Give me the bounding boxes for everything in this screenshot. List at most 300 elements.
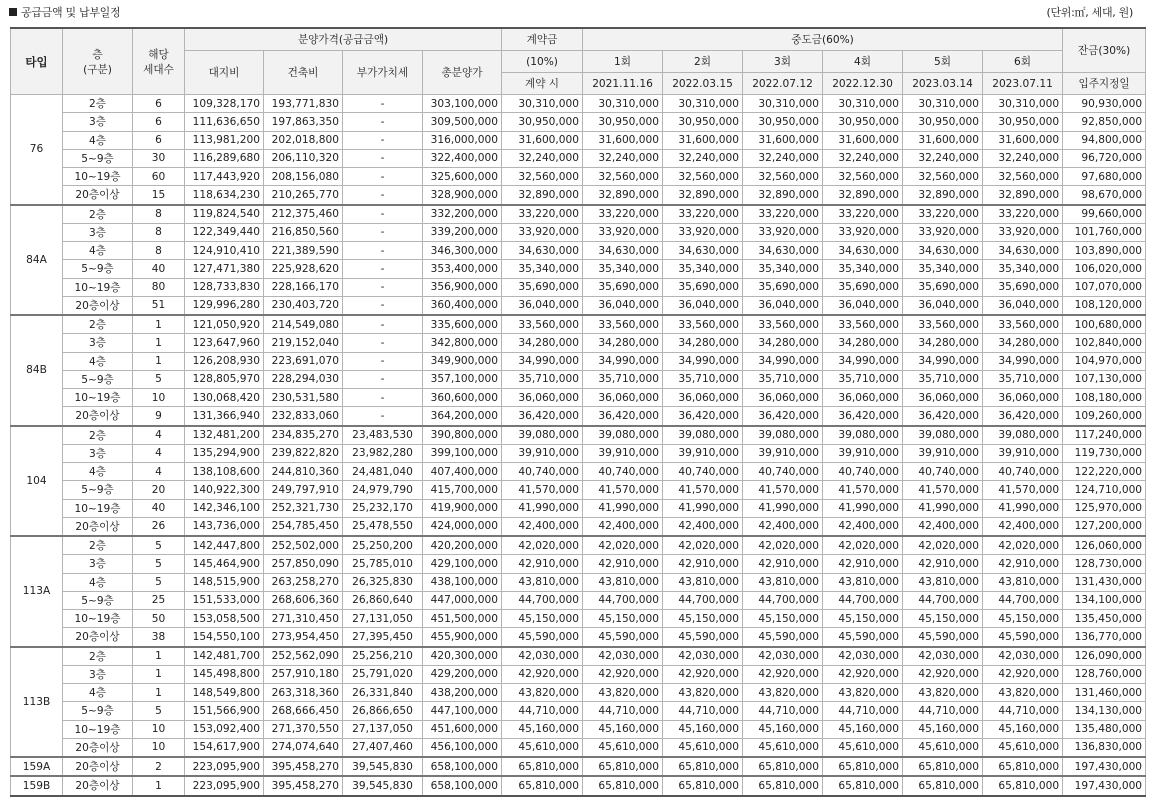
middle-payment-cell: 32,240,000 xyxy=(823,149,903,167)
col-deposit-when: 계약 시 xyxy=(502,73,583,95)
table-title xyxy=(9,4,120,20)
middle-payment-cell: 41,990,000 xyxy=(743,499,823,517)
middle-payment-cell: 43,810,000 xyxy=(743,573,823,591)
middle-payment-cell: 45,590,000 xyxy=(903,628,983,647)
middle-payment-cell: 40,740,000 xyxy=(743,463,823,481)
col-installment: 6회 xyxy=(983,51,1063,73)
land-price-cell: 154,617,900 xyxy=(185,738,264,757)
floor-cell: 4층 xyxy=(63,352,133,370)
middle-payment-cell: 45,150,000 xyxy=(583,610,663,628)
building-price-cell: 268,666,450 xyxy=(264,702,343,720)
middle-payment-cell: 45,150,000 xyxy=(743,610,823,628)
table-row xyxy=(11,628,1146,647)
middle-payment-cell: 33,920,000 xyxy=(903,223,983,241)
building-price-cell: 263,318,360 xyxy=(264,684,343,702)
middle-payment-cell: 39,080,000 xyxy=(663,426,743,445)
middle-payment-cell: 65,810,000 xyxy=(583,757,663,776)
middle-payment-cell: 32,560,000 xyxy=(903,168,983,186)
middle-payment-cell: 35,710,000 xyxy=(823,370,903,388)
table-row xyxy=(11,610,1146,628)
table-row xyxy=(11,517,1146,536)
table-row xyxy=(11,149,1146,167)
middle-payment-cell: 35,690,000 xyxy=(983,278,1063,296)
deposit-cell: 45,590,000 xyxy=(502,628,583,647)
floor-cell: 5~9층 xyxy=(63,149,133,167)
building-price-cell: 228,166,170 xyxy=(264,278,343,296)
table-row xyxy=(11,591,1146,609)
middle-payment-cell: 44,700,000 xyxy=(823,591,903,609)
table-row xyxy=(11,186,1146,205)
vat-cell: - xyxy=(343,205,423,224)
building-price-cell: 234,835,270 xyxy=(264,426,343,445)
table-row xyxy=(11,296,1146,315)
middle-payment-cell: 33,920,000 xyxy=(583,223,663,241)
middle-payment-cell: 31,600,000 xyxy=(663,131,743,149)
table-row xyxy=(11,426,1146,445)
floor-cell: 3층 xyxy=(63,665,133,683)
deposit-cell: 34,990,000 xyxy=(502,352,583,370)
land-price-cell: 116,289,680 xyxy=(185,149,264,167)
building-price-cell: 239,822,820 xyxy=(264,444,343,462)
units-cell: 25 xyxy=(133,591,185,609)
vat-cell: 27,137,050 xyxy=(343,720,423,738)
floor-cell: 5~9층 xyxy=(63,591,133,609)
vat-cell: - xyxy=(343,370,423,388)
total-price-cell: 455,900,000 xyxy=(423,628,502,647)
balance-cell: 97,680,000 xyxy=(1063,168,1146,186)
vat-cell: 25,250,200 xyxy=(343,536,423,555)
middle-payment-cell: 42,030,000 xyxy=(903,647,983,666)
floor-cell: 20층이상 xyxy=(63,776,133,795)
vat-cell: 26,866,650 xyxy=(343,702,423,720)
middle-payment-cell: 39,910,000 xyxy=(743,444,823,462)
middle-payment-cell: 43,810,000 xyxy=(583,573,663,591)
middle-payment-cell: 36,040,000 xyxy=(663,296,743,315)
land-price-cell: 119,824,540 xyxy=(185,205,264,224)
middle-payment-cell: 32,240,000 xyxy=(903,149,983,167)
middle-payment-cell: 65,810,000 xyxy=(743,757,823,776)
middle-payment-cell: 34,280,000 xyxy=(983,334,1063,352)
units-cell: 10 xyxy=(133,389,185,407)
total-price-cell: 353,400,000 xyxy=(423,260,502,278)
middle-payment-cell: 31,600,000 xyxy=(903,131,983,149)
deposit-cell: 42,020,000 xyxy=(502,536,583,555)
col-building: 건축비 xyxy=(264,51,343,95)
middle-payment-cell: 32,240,000 xyxy=(583,149,663,167)
middle-payment-cell: 34,990,000 xyxy=(663,352,743,370)
middle-payment-cell: 35,690,000 xyxy=(823,278,903,296)
building-price-cell: 257,910,180 xyxy=(264,665,343,683)
middle-payment-cell: 34,990,000 xyxy=(983,352,1063,370)
vat-cell: - xyxy=(343,95,423,113)
col-total: 총분양가 xyxy=(423,51,502,95)
balance-cell: 103,890,000 xyxy=(1063,242,1146,260)
middle-payment-cell: 41,570,000 xyxy=(903,481,983,499)
middle-payment-cell: 42,920,000 xyxy=(743,665,823,683)
middle-payment-cell: 42,910,000 xyxy=(743,555,823,573)
building-price-cell: 244,810,360 xyxy=(264,463,343,481)
deposit-cell: 35,710,000 xyxy=(502,370,583,388)
building-price-cell: 210,265,770 xyxy=(264,186,343,205)
deposit-cell: 30,310,000 xyxy=(502,95,583,113)
units-cell: 5 xyxy=(133,573,185,591)
building-price-cell: 254,785,450 xyxy=(264,517,343,536)
middle-payment-cell: 33,220,000 xyxy=(983,205,1063,224)
land-price-cell: 148,515,900 xyxy=(185,573,264,591)
total-price-cell: 332,200,000 xyxy=(423,205,502,224)
deposit-cell: 44,710,000 xyxy=(502,702,583,720)
middle-payment-cell: 42,400,000 xyxy=(823,517,903,536)
unit-note: (단위:㎡, 세대, 원) xyxy=(1046,6,1133,19)
floor-cell: 4층 xyxy=(63,573,133,591)
floor-cell: 4층 xyxy=(63,131,133,149)
middle-payment-cell: 30,950,000 xyxy=(903,113,983,131)
vat-cell: - xyxy=(343,242,423,260)
middle-payment-cell: 33,920,000 xyxy=(823,223,903,241)
land-price-cell: 123,647,960 xyxy=(185,334,264,352)
middle-payment-cell: 34,630,000 xyxy=(903,242,983,260)
total-price-cell: 407,400,000 xyxy=(423,463,502,481)
balance-cell: 131,430,000 xyxy=(1063,573,1146,591)
land-price-cell: 128,805,970 xyxy=(185,370,264,388)
middle-payment-cell: 45,150,000 xyxy=(663,610,743,628)
vat-cell: - xyxy=(343,296,423,315)
floor-cell: 2층 xyxy=(63,647,133,666)
balance-cell: 102,840,000 xyxy=(1063,334,1146,352)
middle-payment-cell: 41,990,000 xyxy=(903,499,983,517)
vat-cell: 25,791,020 xyxy=(343,665,423,683)
balance-cell: 127,200,000 xyxy=(1063,517,1146,536)
middle-payment-cell: 32,890,000 xyxy=(823,186,903,205)
vat-cell: - xyxy=(343,131,423,149)
floor-cell: 2층 xyxy=(63,205,133,224)
middle-payment-cell: 43,820,000 xyxy=(743,684,823,702)
vat-cell: - xyxy=(343,223,423,241)
building-price-cell: 252,502,000 xyxy=(264,536,343,555)
middle-payment-cell: 35,690,000 xyxy=(583,278,663,296)
land-price-cell: 118,634,230 xyxy=(185,186,264,205)
floor-cell: 10~19층 xyxy=(63,610,133,628)
floor-cell: 10~19층 xyxy=(63,278,133,296)
total-price-cell: 360,600,000 xyxy=(423,389,502,407)
table-row xyxy=(11,260,1146,278)
col-balance-when: 입주지정일 xyxy=(1063,73,1146,95)
total-price-cell: 658,100,000 xyxy=(423,776,502,795)
middle-payment-cell: 42,910,000 xyxy=(583,555,663,573)
floor-cell: 3층 xyxy=(63,444,133,462)
type-cell: 113B xyxy=(11,647,63,758)
table-row xyxy=(11,389,1146,407)
middle-payment-cell: 31,600,000 xyxy=(823,131,903,149)
middle-payment-cell: 42,030,000 xyxy=(983,647,1063,666)
middle-payment-cell: 45,590,000 xyxy=(743,628,823,647)
balance-cell: 94,800,000 xyxy=(1063,131,1146,149)
deposit-cell: 34,630,000 xyxy=(502,242,583,260)
table-row xyxy=(11,334,1146,352)
building-price-cell: 273,954,450 xyxy=(264,628,343,647)
table-row xyxy=(11,463,1146,481)
middle-payment-cell: 42,030,000 xyxy=(583,647,663,666)
vat-cell: 25,232,170 xyxy=(343,499,423,517)
middle-payment-cell: 65,810,000 xyxy=(823,776,903,795)
middle-payment-cell: 36,060,000 xyxy=(743,389,823,407)
vat-cell: 26,860,640 xyxy=(343,591,423,609)
col-installment-date: 2022.07.12 xyxy=(743,73,823,95)
deposit-cell: 43,810,000 xyxy=(502,573,583,591)
units-cell: 80 xyxy=(133,278,185,296)
building-price-cell: 274,074,640 xyxy=(264,738,343,757)
balance-cell: 107,130,000 xyxy=(1063,370,1146,388)
building-price-cell: 225,928,620 xyxy=(264,260,343,278)
balance-cell: 135,450,000 xyxy=(1063,610,1146,628)
deposit-cell: 33,920,000 xyxy=(502,223,583,241)
middle-payment-cell: 33,560,000 xyxy=(823,315,903,334)
balance-cell: 122,220,000 xyxy=(1063,463,1146,481)
deposit-cell: 32,560,000 xyxy=(502,168,583,186)
total-price-cell: 438,100,000 xyxy=(423,573,502,591)
building-price-cell: 221,389,590 xyxy=(264,242,343,260)
floor-cell: 10~19층 xyxy=(63,168,133,186)
middle-payment-cell: 35,690,000 xyxy=(903,278,983,296)
middle-payment-cell: 45,590,000 xyxy=(983,628,1063,647)
deposit-cell: 32,890,000 xyxy=(502,186,583,205)
units-cell: 10 xyxy=(133,720,185,738)
middle-payment-cell: 44,700,000 xyxy=(903,591,983,609)
price-table xyxy=(10,27,1146,797)
building-price-cell: 230,403,720 xyxy=(264,296,343,315)
table-row xyxy=(11,131,1146,149)
table-row xyxy=(11,444,1146,462)
balance-cell: 126,090,000 xyxy=(1063,647,1146,666)
type-cell: 104 xyxy=(11,426,63,537)
middle-payment-cell: 33,220,000 xyxy=(903,205,983,224)
deposit-cell: 39,910,000 xyxy=(502,444,583,462)
vat-cell: - xyxy=(343,334,423,352)
middle-payment-cell: 36,420,000 xyxy=(663,407,743,426)
table-row xyxy=(11,95,1146,113)
middle-payment-cell: 33,560,000 xyxy=(663,315,743,334)
land-price-cell: 126,208,930 xyxy=(185,352,264,370)
middle-payment-cell: 42,920,000 xyxy=(983,665,1063,683)
middle-payment-cell: 42,030,000 xyxy=(663,647,743,666)
col-land: 대지비 xyxy=(185,51,264,95)
floor-cell: 20층이상 xyxy=(63,407,133,426)
middle-payment-cell: 44,700,000 xyxy=(663,591,743,609)
balance-cell: 109,260,000 xyxy=(1063,407,1146,426)
middle-payment-cell: 42,020,000 xyxy=(743,536,823,555)
total-price-cell: 420,200,000 xyxy=(423,536,502,555)
building-price-cell: 252,562,090 xyxy=(264,647,343,666)
land-price-cell: 131,366,940 xyxy=(185,407,264,426)
deposit-cell: 36,060,000 xyxy=(502,389,583,407)
middle-payment-cell: 34,630,000 xyxy=(663,242,743,260)
middle-payment-cell: 65,810,000 xyxy=(983,776,1063,795)
middle-payment-cell: 30,310,000 xyxy=(583,95,663,113)
middle-payment-cell: 39,080,000 xyxy=(983,426,1063,445)
table-row xyxy=(11,481,1146,499)
col-installment-date: 2023.07.11 xyxy=(983,73,1063,95)
middle-payment-cell: 43,810,000 xyxy=(983,573,1063,591)
total-price-cell: 360,400,000 xyxy=(423,296,502,315)
header-bar xyxy=(0,0,1158,24)
balance-cell: 197,430,000 xyxy=(1063,776,1146,795)
building-price-cell: 212,375,460 xyxy=(264,205,343,224)
middle-payment-cell: 45,590,000 xyxy=(663,628,743,647)
floor-cell: 4층 xyxy=(63,684,133,702)
middle-payment-cell: 30,950,000 xyxy=(983,113,1063,131)
middle-payment-cell: 41,570,000 xyxy=(983,481,1063,499)
middle-payment-cell: 30,310,000 xyxy=(743,95,823,113)
units-cell: 6 xyxy=(133,113,185,131)
total-price-cell: 456,100,000 xyxy=(423,738,502,757)
table-row xyxy=(11,352,1146,370)
vat-cell: - xyxy=(343,149,423,167)
units-cell: 40 xyxy=(133,260,185,278)
deposit-cell: 33,220,000 xyxy=(502,205,583,224)
balance-cell: 125,970,000 xyxy=(1063,499,1146,517)
balance-cell: 90,930,000 xyxy=(1063,95,1146,113)
middle-payment-cell: 41,570,000 xyxy=(823,481,903,499)
land-price-cell: 142,447,800 xyxy=(185,536,264,555)
building-price-cell: 271,370,550 xyxy=(264,720,343,738)
floor-cell: 20층이상 xyxy=(63,628,133,647)
total-price-cell: 415,700,000 xyxy=(423,481,502,499)
col-balance: 잔금(30%) xyxy=(1063,28,1146,73)
middle-payment-cell: 36,420,000 xyxy=(903,407,983,426)
middle-payment-cell: 36,420,000 xyxy=(983,407,1063,426)
deposit-cell: 35,340,000 xyxy=(502,260,583,278)
units-cell: 8 xyxy=(133,205,185,224)
col-installment: 3회 xyxy=(743,51,823,73)
table-row xyxy=(11,757,1146,776)
land-price-cell: 223,095,900 xyxy=(185,776,264,795)
vat-cell: 25,785,010 xyxy=(343,555,423,573)
middle-payment-cell: 35,340,000 xyxy=(743,260,823,278)
middle-payment-cell: 32,560,000 xyxy=(743,168,823,186)
table-row xyxy=(11,223,1146,241)
middle-payment-cell: 42,920,000 xyxy=(903,665,983,683)
land-price-cell: 111,636,650 xyxy=(185,113,264,131)
middle-payment-cell: 44,710,000 xyxy=(663,702,743,720)
middle-payment-cell: 42,910,000 xyxy=(983,555,1063,573)
vat-cell: 26,325,830 xyxy=(343,573,423,591)
building-price-cell: 249,797,910 xyxy=(264,481,343,499)
total-price-cell: 447,100,000 xyxy=(423,702,502,720)
col-deposit: 계약금 xyxy=(502,28,583,51)
deposit-cell: 42,030,000 xyxy=(502,647,583,666)
table-row xyxy=(11,536,1146,555)
middle-payment-cell: 31,600,000 xyxy=(583,131,663,149)
balance-cell: 136,770,000 xyxy=(1063,628,1146,647)
land-price-cell: 121,050,920 xyxy=(185,315,264,334)
deposit-cell: 41,570,000 xyxy=(502,481,583,499)
deposit-cell: 31,600,000 xyxy=(502,131,583,149)
vat-cell: 26,331,840 xyxy=(343,684,423,702)
building-price-cell: 228,294,030 xyxy=(264,370,343,388)
land-price-cell: 143,736,000 xyxy=(185,517,264,536)
middle-payment-cell: 44,710,000 xyxy=(583,702,663,720)
deposit-cell: 33,560,000 xyxy=(502,315,583,334)
middle-payment-cell: 35,690,000 xyxy=(743,278,823,296)
vat-cell: - xyxy=(343,352,423,370)
vat-cell: 39,545,830 xyxy=(343,776,423,795)
balance-cell: 119,730,000 xyxy=(1063,444,1146,462)
building-price-cell: 206,110,320 xyxy=(264,149,343,167)
middle-payment-cell: 43,820,000 xyxy=(583,684,663,702)
deposit-cell: 44,700,000 xyxy=(502,591,583,609)
floor-cell: 5~9층 xyxy=(63,370,133,388)
units-cell: 4 xyxy=(133,463,185,481)
middle-payment-cell: 36,420,000 xyxy=(743,407,823,426)
middle-payment-cell: 33,560,000 xyxy=(743,315,823,334)
land-price-cell: 151,566,900 xyxy=(185,702,264,720)
units-cell: 51 xyxy=(133,296,185,315)
middle-payment-cell: 36,060,000 xyxy=(903,389,983,407)
col-units-line1: 해당 xyxy=(148,48,169,61)
land-price-cell: 135,294,900 xyxy=(185,444,264,462)
middle-payment-cell: 33,220,000 xyxy=(663,205,743,224)
land-price-cell: 140,922,300 xyxy=(185,481,264,499)
deposit-cell: 45,160,000 xyxy=(502,720,583,738)
middle-payment-cell: 65,810,000 xyxy=(823,757,903,776)
middle-payment-cell: 42,020,000 xyxy=(663,536,743,555)
table-row xyxy=(11,684,1146,702)
vat-cell: - xyxy=(343,260,423,278)
middle-payment-cell: 45,150,000 xyxy=(903,610,983,628)
total-price-cell: 316,000,000 xyxy=(423,131,502,149)
floor-cell: 4층 xyxy=(63,242,133,260)
type-cell: 84B xyxy=(11,315,63,426)
type-cell: 113A xyxy=(11,536,63,647)
middle-payment-cell: 32,560,000 xyxy=(583,168,663,186)
units-cell: 15 xyxy=(133,186,185,205)
table-row xyxy=(11,702,1146,720)
col-installment-date: 2022.12.30 xyxy=(823,73,903,95)
total-price-cell: 309,500,000 xyxy=(423,113,502,131)
land-price-cell: 128,733,830 xyxy=(185,278,264,296)
floor-cell: 20층이상 xyxy=(63,757,133,776)
middle-payment-cell: 43,810,000 xyxy=(903,573,983,591)
floor-cell: 2층 xyxy=(63,95,133,113)
total-price-cell: 658,100,000 xyxy=(423,757,502,776)
middle-payment-cell: 42,920,000 xyxy=(583,665,663,683)
type-cell: 159A xyxy=(11,757,63,776)
total-price-cell: 364,200,000 xyxy=(423,407,502,426)
units-cell: 9 xyxy=(133,407,185,426)
middle-payment-cell: 34,990,000 xyxy=(903,352,983,370)
land-price-cell: 127,471,380 xyxy=(185,260,264,278)
deposit-cell: 32,240,000 xyxy=(502,149,583,167)
middle-payment-cell: 35,340,000 xyxy=(583,260,663,278)
vat-cell: 27,395,450 xyxy=(343,628,423,647)
total-price-cell: 339,200,000 xyxy=(423,223,502,241)
balance-cell: 135,480,000 xyxy=(1063,720,1146,738)
units-cell: 1 xyxy=(133,315,185,334)
floor-cell: 10~19층 xyxy=(63,389,133,407)
vat-cell: 23,982,280 xyxy=(343,444,423,462)
middle-payment-cell: 42,400,000 xyxy=(903,517,983,536)
middle-payment-cell: 39,910,000 xyxy=(663,444,743,462)
land-price-cell: 151,533,000 xyxy=(185,591,264,609)
land-price-cell: 124,910,410 xyxy=(185,242,264,260)
land-price-cell: 117,443,920 xyxy=(185,168,264,186)
land-price-cell: 129,996,280 xyxy=(185,296,264,315)
middle-payment-cell: 36,060,000 xyxy=(983,389,1063,407)
middle-payment-cell: 36,040,000 xyxy=(743,296,823,315)
col-installment-date: 2023.03.14 xyxy=(903,73,983,95)
middle-payment-cell: 36,420,000 xyxy=(583,407,663,426)
table-title-text: 공급금액 및 납부일정 xyxy=(21,6,121,19)
